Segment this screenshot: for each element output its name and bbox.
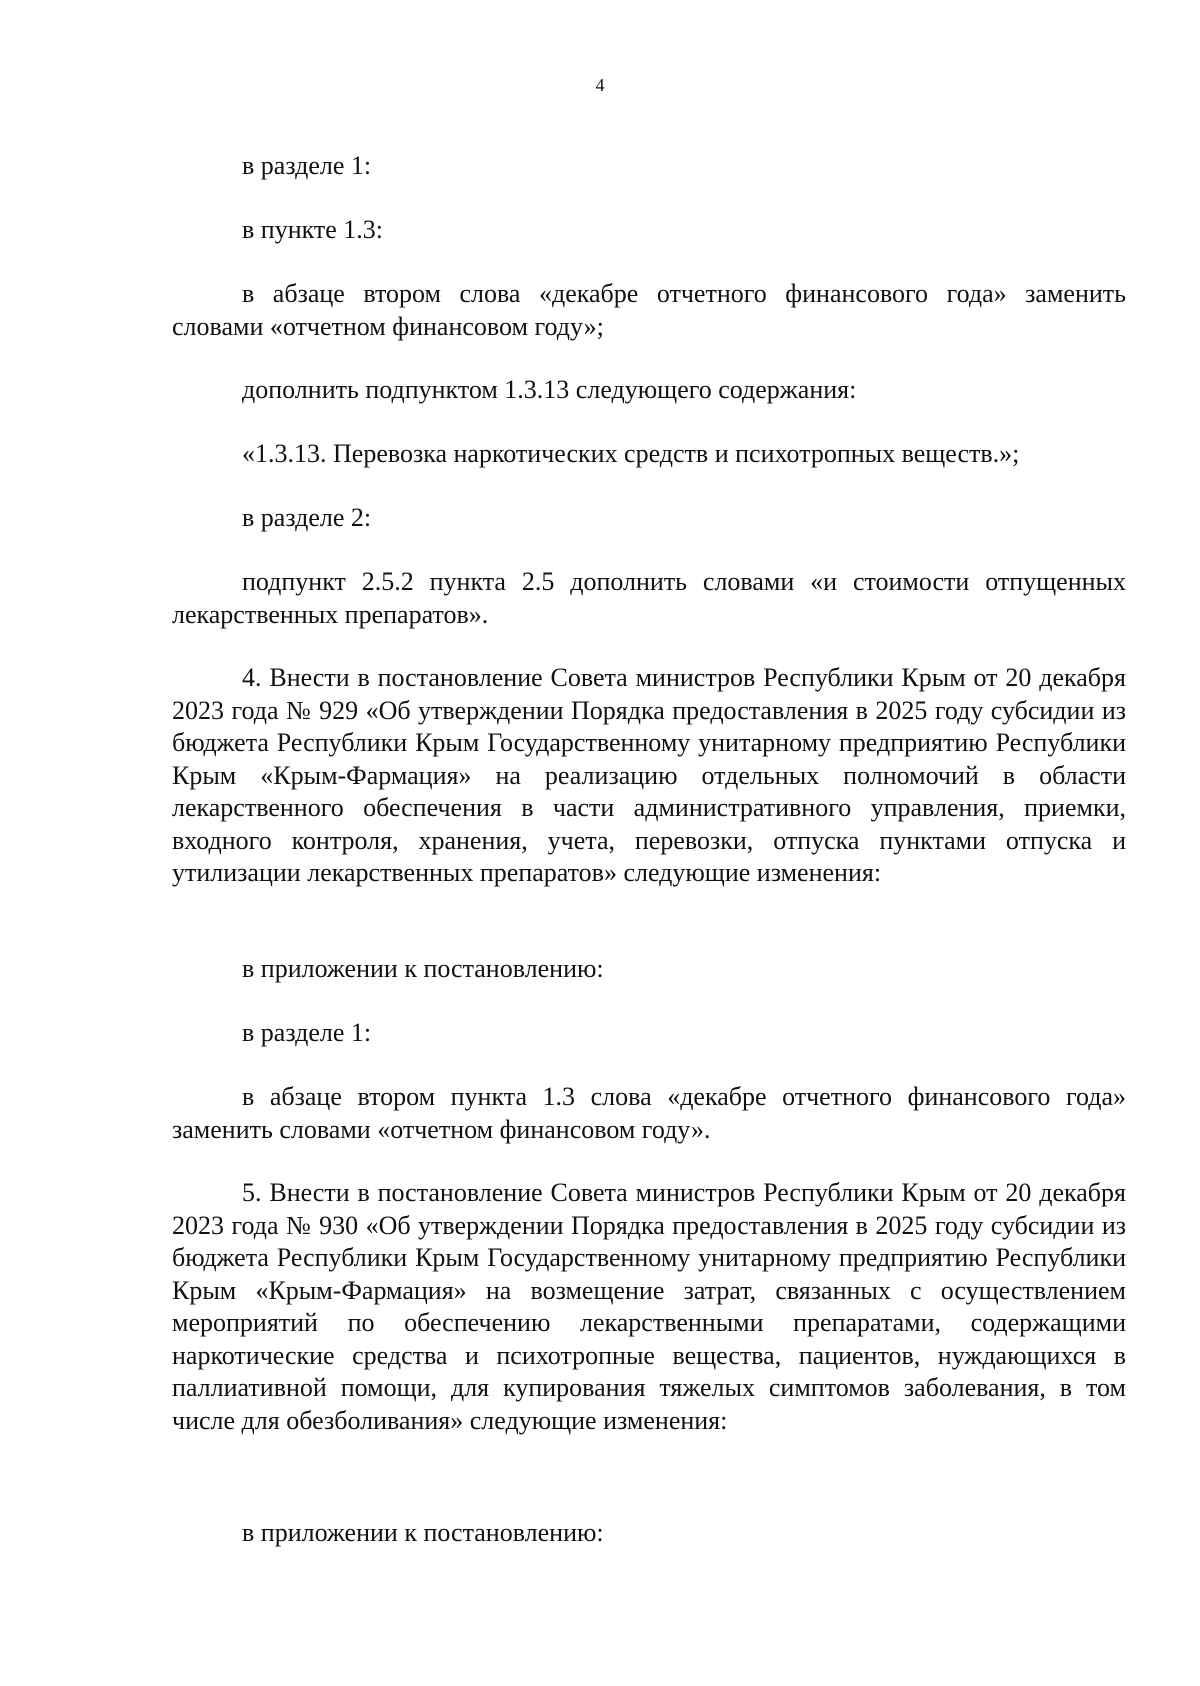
paragraph-replace-words-b: в абзаце втором пункта 1.3 слова «декабре отчетного финансового года» заменить словами «отчетном финансовом году». — [172, 1082, 1126, 1144]
paragraph-replace-words: в абзаце втором слова «декабре отчетного финансового года» заменить словами «отчетном финансовом году»; — [172, 279, 1126, 341]
paragraph-section-2: в разделе 2: — [242, 503, 372, 532]
paragraph-subpoint-1-3-13: «1.3.13. Перевозка наркотических средств и психотропных веществ.»; — [242, 439, 1020, 468]
paragraph-section-1: в разделе 1: — [242, 151, 372, 180]
paragraph-appendix-1: в приложении к постановлению: — [242, 954, 604, 983]
paragraph-item-4: 4. Внести в постановление Совета министров Республики Крым от 20 декабря 2023 года № 929 «Об утверждении Порядка предоставления в 2025 году субсидии из бюджета Республики Крым Государственному унитарному предприятию Республики Крым «Крым-Фармация» на реализацию отдельных полномочий в области лекарственного обеспечения в части административного управления, приемки, входного контроля, хранения, учета, перевозки, отпуска пунктами отпуска и утилизации лекарственных препаратов» следующие изменения: — [172, 663, 1126, 887]
paragraph-subpoint-2-5-2: подпункт 2.5.2 пункта 2.5 дополнить словами «и стоимости отпущенных лекарственных препаратов». — [172, 567, 1126, 629]
paragraph-point-1-3: в пункте 1.3: — [242, 215, 384, 244]
paragraph-item-5: 5. Внести в постановление Совета министров Республики Крым от 20 декабря 2023 года № 930 «Об утверждении Порядка предоставления в 2025 году субсидии из бюджета Республики Крым Государственному унитарному предприятию Республики Крым «Крым-Фармация» на возмещение затрат, связанных с осуществлением мероприятий по обеспечению лекарственными препаратами, содержащими наркотические средства и психотропные вещества, пациентов, нуждающихся в паллиативной помощи, для купирования тяжелых симптомов заболевания, в том числе для обезболивания» следующие изменения: — [172, 1178, 1126, 1435]
paragraph-add-subpoint: дополнить подпунктом 1.3.13 следующего содержания: — [242, 375, 857, 404]
page-number: 4 — [595, 75, 605, 95]
paragraph-section-1-b: в разделе 1: — [242, 1018, 372, 1047]
paragraph-appendix-2: в приложении к постановлению: — [242, 1518, 604, 1547]
